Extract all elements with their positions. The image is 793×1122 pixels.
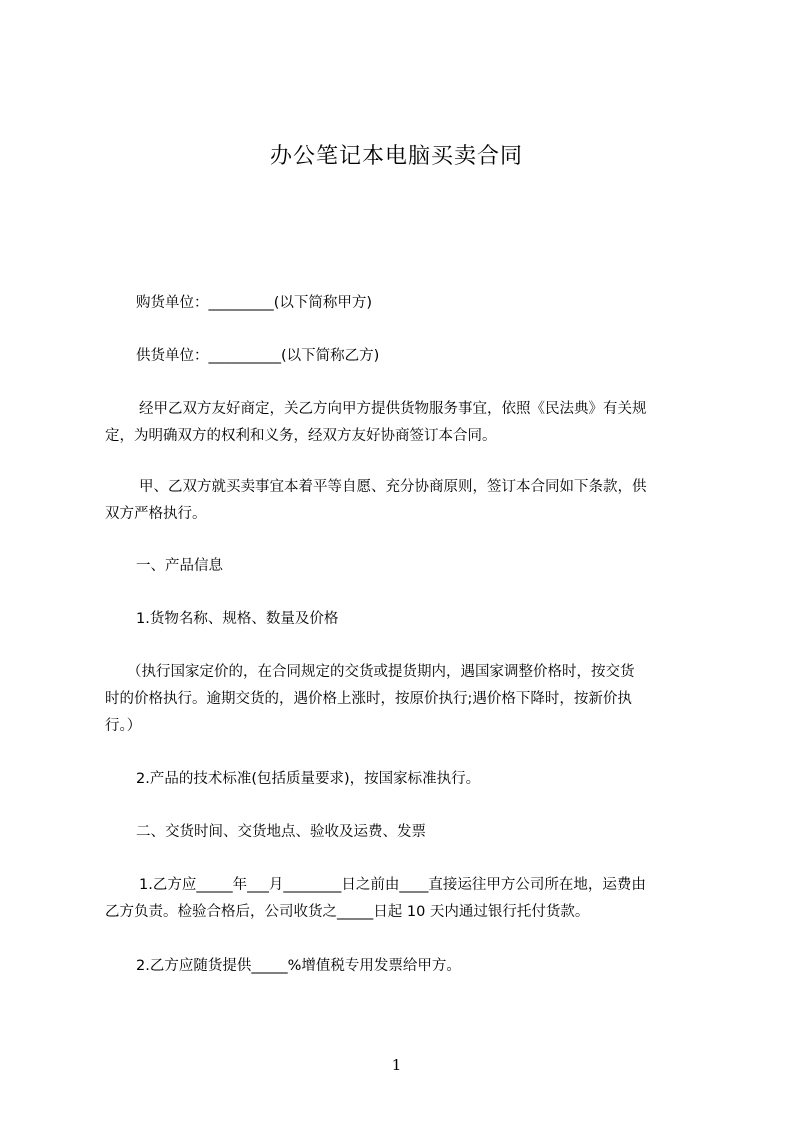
pricing-note-line-3: 行。） xyxy=(105,718,142,734)
principle-paragraph xyxy=(105,474,703,528)
item-2-1-paragraph xyxy=(105,872,703,926)
intro-line-2: 定，为明确双方的权利和义务，经双方友好协商签订本合同。 xyxy=(105,428,497,444)
principle-line-1: 甲、乙双方就买卖事宜本着平等自愿、充分协商原则，签订本合同如下条款，供 xyxy=(139,479,647,495)
item-2-1-line-1: 1.乙方应_____年___月________日之前由____直接运往甲方公司所在地，运费由 xyxy=(139,877,646,893)
page-title: 办公笔记本电脑买卖合同 xyxy=(269,144,523,169)
pricing-note-line-2: 时的价格执行。逾期交货的，遇价格上涨时，按原价执行;遇价格下降时，按新价执 xyxy=(105,691,632,707)
item-1-2: 2.产品的技术标准(包括质量要求)，按国家标准执行。 xyxy=(136,771,481,787)
pricing-note-paragraph xyxy=(105,659,703,740)
section-2-heading: 二、交货时间、交货地点、验收及运费、发票 xyxy=(136,824,426,840)
item-1-1: 1.货物名称、规格、数量及价格 xyxy=(136,611,339,627)
item-2-2: 2.乙方应随货提供_____%增值税专用发票给甲方。 xyxy=(136,958,461,974)
page-number: 1 xyxy=(391,1056,402,1074)
item-2-1-line-2: 乙方负责。检验合格后，公司收货之_____日起 10 天内通过银行托付货款。 xyxy=(105,904,590,920)
principle-line-2: 双方严格执行。 xyxy=(105,506,207,522)
supplier-line: 供货单位：__________(以下简称乙方) xyxy=(136,348,380,364)
pricing-note-line-1: （执行国家定价的，在合同规定的交货或提货期内，遇国家调整价格时，按交货 xyxy=(127,664,635,680)
section-1-heading: 一、产品信息 xyxy=(136,558,223,574)
buyer-line: 购货单位：_________(以下简称甲方) xyxy=(136,295,373,311)
intro-paragraph xyxy=(105,396,703,450)
intro-line-1: 经甲乙双方友好商定，关乙方向甲方提供货物服务事宜，依照《民法典》有关规 xyxy=(139,401,647,417)
